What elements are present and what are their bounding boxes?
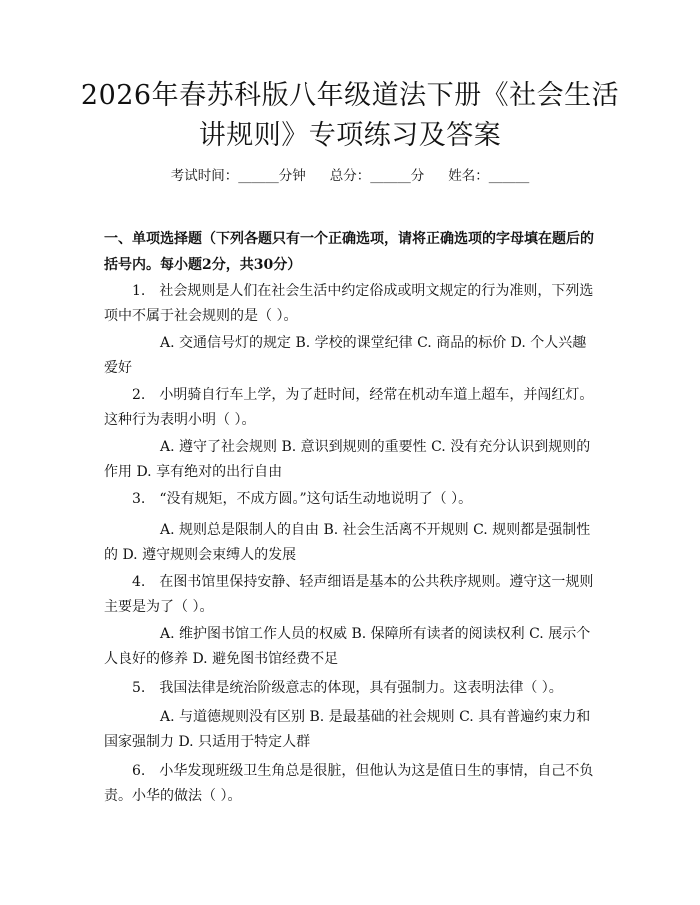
title-line-1: 2026年春苏科版八年级道法下册《社会生活 [80,80,620,111]
document-title [60,76,640,156]
title-line-2: 讲规则》专项练习及答案 [198,120,502,151]
question-options: A. 交通信号灯的规定 B. 学校的课堂纪律 C. 商品的标价 D. 个人兴趣爱好 [104,335,587,376]
exam-score: 总分：______分 [329,168,425,184]
exam-meta [0,166,700,186]
question-stem: 2. 小明骑自行车上学，为了赶时间，经常在机动车道上超车，并闯红灯。这种行为表明小明（ ）。 [104,387,594,428]
question-stem: 5. 我国法律是统治阶级意志的体现，具有强制力。这表明法律（ ）。 [132,680,563,696]
question-stem: 1. 社会规则是人们在社会生活中约定俗成或明文规定的行为准则，下列选项中不属于社会规则的是（ ）。 [104,283,594,324]
question-options: A. 遵守了社会规则 B. 意识到规则的重要性 C. 没有充分认识到规则的作用 D. 享有绝对的出行自由 [104,439,591,480]
exam-time: 考试时间：______分钟 [170,168,306,184]
student-name: 姓名：______ [448,168,530,184]
question-stem: 3. “没有规矩，不成方圆。”这句话生动地说明了（ ）。 [132,491,473,507]
question-options: A. 与道德规则没有区别 B. 是最基础的社会规则 C. 具有普遍约束力和国家强制力 D. 只适用于特定人群 [104,709,591,750]
question-stem: 4. 在图书馆里保持安静、轻声细语是基本的公共秩序规则。遵守这一规则主要是为了（ ）。 [104,574,594,615]
question-stem: 6. 小华发现班级卫生角总是很脏，但他认为这是值日生的事情，自己不负责。小华的做法（ ）。 [104,763,594,804]
question-options: A. 维护图书馆工作人员的权威 B. 保障所有读者的阅读权利 C. 展示个人良好的修养 D. 避免图书馆经费不足 [104,626,591,667]
section-heading: 一、单项选择题（下列各题只有一个正确选项，请将正确选项的字母填在题后的括号内。每小题2分，共30分） [104,231,594,273]
question-options: A. 规则总是限制人的自由 B. 社会生活离不开规则 C. 规则都是强制性的 D. 遵守规则会束缚人的发展 [104,522,591,563]
